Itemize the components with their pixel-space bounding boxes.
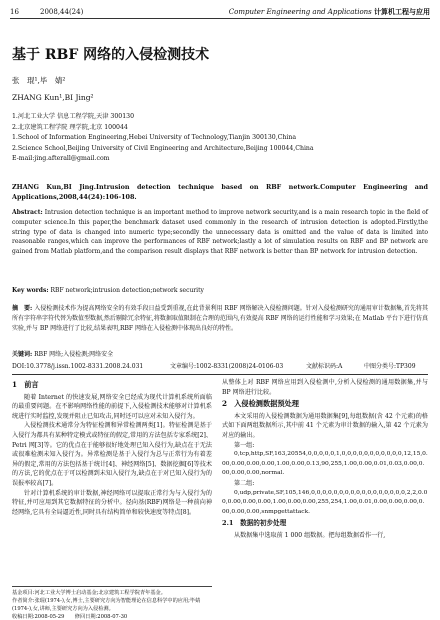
citation-line: ZHANG Kun,BI Jing.Intrusion detection technique based on RBF network.Computer Engineering and Applications,2008,44(24):106-108. — [12, 183, 428, 201]
author-bio: 作者简介:张琨(1974-),女,博士,主要研究方向为智能理论在信息科学中的应用;毕婧(1974-),女,讲师,主要研究方向为入侵检测。 — [12, 598, 201, 612]
classification-number: 中图分类号:TP309 — [364, 363, 416, 370]
right-column — [222, 378, 428, 541]
data-record: 0,udp,private,SF,105,146,0,0,0,0,0,0,0,0,0,0,0,0,0,0,0,0,0,2,2,0.00,0.00,0.00,0.00,1.00,0.00,0.00,255,254,1.00,0.01,0.00,0.00,0.00,0.00,0.00,0.00,snmpgettattack. — [222, 489, 428, 515]
section-heading: 1 前言 — [12, 380, 39, 389]
journal-name — [229, 6, 430, 18]
journal-name-cn: 计算机工程与应用 — [374, 7, 430, 16]
record-label: 第二组: — [234, 479, 255, 487]
divider-line — [12, 374, 428, 375]
abstract-label: Abstract: — [12, 209, 43, 216]
doi-text: DOI:10.3778/j.issn.1002-8331.2008.24.031 — [12, 363, 144, 370]
record-label: 第一组: — [234, 441, 255, 449]
authors-chinese: 张 琨¹,毕 婧² — [12, 76, 66, 85]
abstract-text-cn: 入侵检测技术作为提高网络安全的有效手段日益受到重视,在此背景利用 RBF 网络解决入侵检测问题。针对入侵检测研究的通用审计数据集,首先将其所有字符串字符代替为数值型数据,然后剔除冗余特征,将数据取值限制在合理的范围内,有效提高 RBF 网络的运行性能和学习效果;在 Matlab 平台下进行仿真实验,并与 BP 网络进行了比较,结果表明,RBF 网络在入侵检测中体现出良好的特性。 — [12, 305, 428, 333]
volume-info: 2008,44(24) — [40, 8, 84, 16]
body-paragraph: 本文采用的入侵检测数据为通用数据集[9],每组数据(含 42 个元素)的格式如下面两组数据所示,其中前 41 个元素为审计数据的输入,第 42 个元素为对应的输出。 — [222, 412, 428, 439]
keywords-label-cn: 关键词: — [12, 351, 33, 358]
keywords-english — [12, 286, 428, 296]
affiliation-line: 2.北京建筑工程学院 理学院,北京 100044 — [12, 123, 128, 131]
affiliation-line: 2.Science School,Beijing University of Civil Engineering and Architecture,Beijing 100044,China — [12, 144, 314, 152]
email-line: E-mail:jing.afterall@gmail.com — [12, 155, 110, 162]
abstract-label-cn: 摘 要: — [12, 305, 33, 312]
affiliations — [12, 112, 428, 165]
fund-note: 基金项目:河北工业大学博士启动基金;北京建筑工程学院青年基金。 — [12, 590, 166, 596]
section-heading: 2 入侵检测数据预处理 — [222, 399, 299, 409]
keywords-text: RBF network;intrusion detection;network security — [50, 287, 204, 294]
body-paragraph: 从整体上对 RBF 网络应用到入侵检测中,分析入侵检测的通用数据集,并与 BP 网络进行比较。 — [222, 379, 428, 396]
abstract-english — [12, 208, 428, 257]
authors-english: ZHANG Kun¹,BI Jing² — [12, 93, 94, 102]
footnote — [12, 586, 212, 620]
left-column — [12, 378, 212, 517]
running-header — [10, 6, 430, 19]
affiliation-line: 1.河北工业大学 信息工程学院,天津 300130 — [12, 113, 135, 120]
received-dates: 收稿日期:2008-05-29 修回日期:2008-07-30 — [12, 614, 128, 620]
article-number: 文章编号:1002-8331(2008)24-0106-03 — [170, 363, 284, 370]
page-number: 16 — [10, 8, 19, 16]
body-paragraph: 从数据集中选取前 1 000 组数据。把每组数据看作一行, — [234, 531, 386, 539]
affiliation-line: 1.School of Information Engineering,Hebei University of Technology,Tianjin 300130,China — [12, 134, 297, 141]
abstract-chinese — [12, 304, 428, 335]
keywords-label: Key words: — [12, 287, 49, 294]
keywords-chinese — [12, 350, 428, 360]
body-paragraph: 随着 Internet 的快速发展,网络安全已经成为现代计算机系统所面临的最重要问题。在不影响网络性能的前提下,入侵检测技术能够对计算机系统进行实时监控,发现并阻止已知攻击,同时还可以应对未知入侵行为。 — [12, 393, 212, 420]
journal-name-en: Computer Engineering and Applications — [228, 8, 372, 16]
keywords-text-cn: RBF 网络;入侵检测;网络安全 — [34, 351, 114, 358]
body-paragraph: 入侵检测技术通常分为特征检测和异常检测两类[1]。特征检测是基于入侵行为都具有某种特定模式或特征的假定,常用的方法包括专家系统[2]、Petri 网[3]等。它的优点在于能够很好地处理已知入侵行为,缺点在于无法或很难检测未知入侵行为。异常检测是基于入侵行为总与正常行为有着差异的假定,常用的方法包括基于统计[4]、神经网络[5]、数据挖掘[6]等技术的方法,它的优点在于可以检测到未知入侵行为,缺点在于对已知入侵行为的误报率较高[7]。 — [12, 422, 212, 487]
document-code: 文献标识码:A — [306, 363, 343, 370]
body-paragraph: 针对计算机系统的审计数据,神经网络可以提取正常行为与入侵行为的特征,并可应用到其它数据特征的分析中。径向基(RBF)网络是一种前向神经网络,它具有全局逼近性,同时具有结构简单和较快速度等特点[8]。 — [12, 489, 212, 516]
abstract-text: Intrusion detection technique is an important method to improve network security,and is a main research topic in the field of computer science.In this paper,the benchmark dataset used commonly in the research of intrusion detection is adopted.Firstly,the string type of data is changed into numeric type;secondly the unnecessary data is omitted and the value of data is limited into reasonable ranges,which can improve the performances of RBF network;lastly a lot of simulation results on RBF and BP network are gained from Matlab platform,and the comparison result displays that RBF network is better than BP network for intrusion detection. — [12, 209, 428, 256]
subsection-heading: 2.1 数据的初步处理 — [222, 519, 287, 528]
paper-title: 基于 RBF 网络的入侵检测技术 — [12, 47, 210, 63]
data-record: 0,tcp,http,SF,163,20554,0,0,0,0,0,1,0,0,0,0,0,0,0,0,0,0,0,12,15,0.00,0.00,0.00,0.00,1.00,0.00,0.13,90,255,1.00,0.00,0.01,0.03,0.00,0.00,0.00,0.00,normal. — [222, 451, 428, 477]
